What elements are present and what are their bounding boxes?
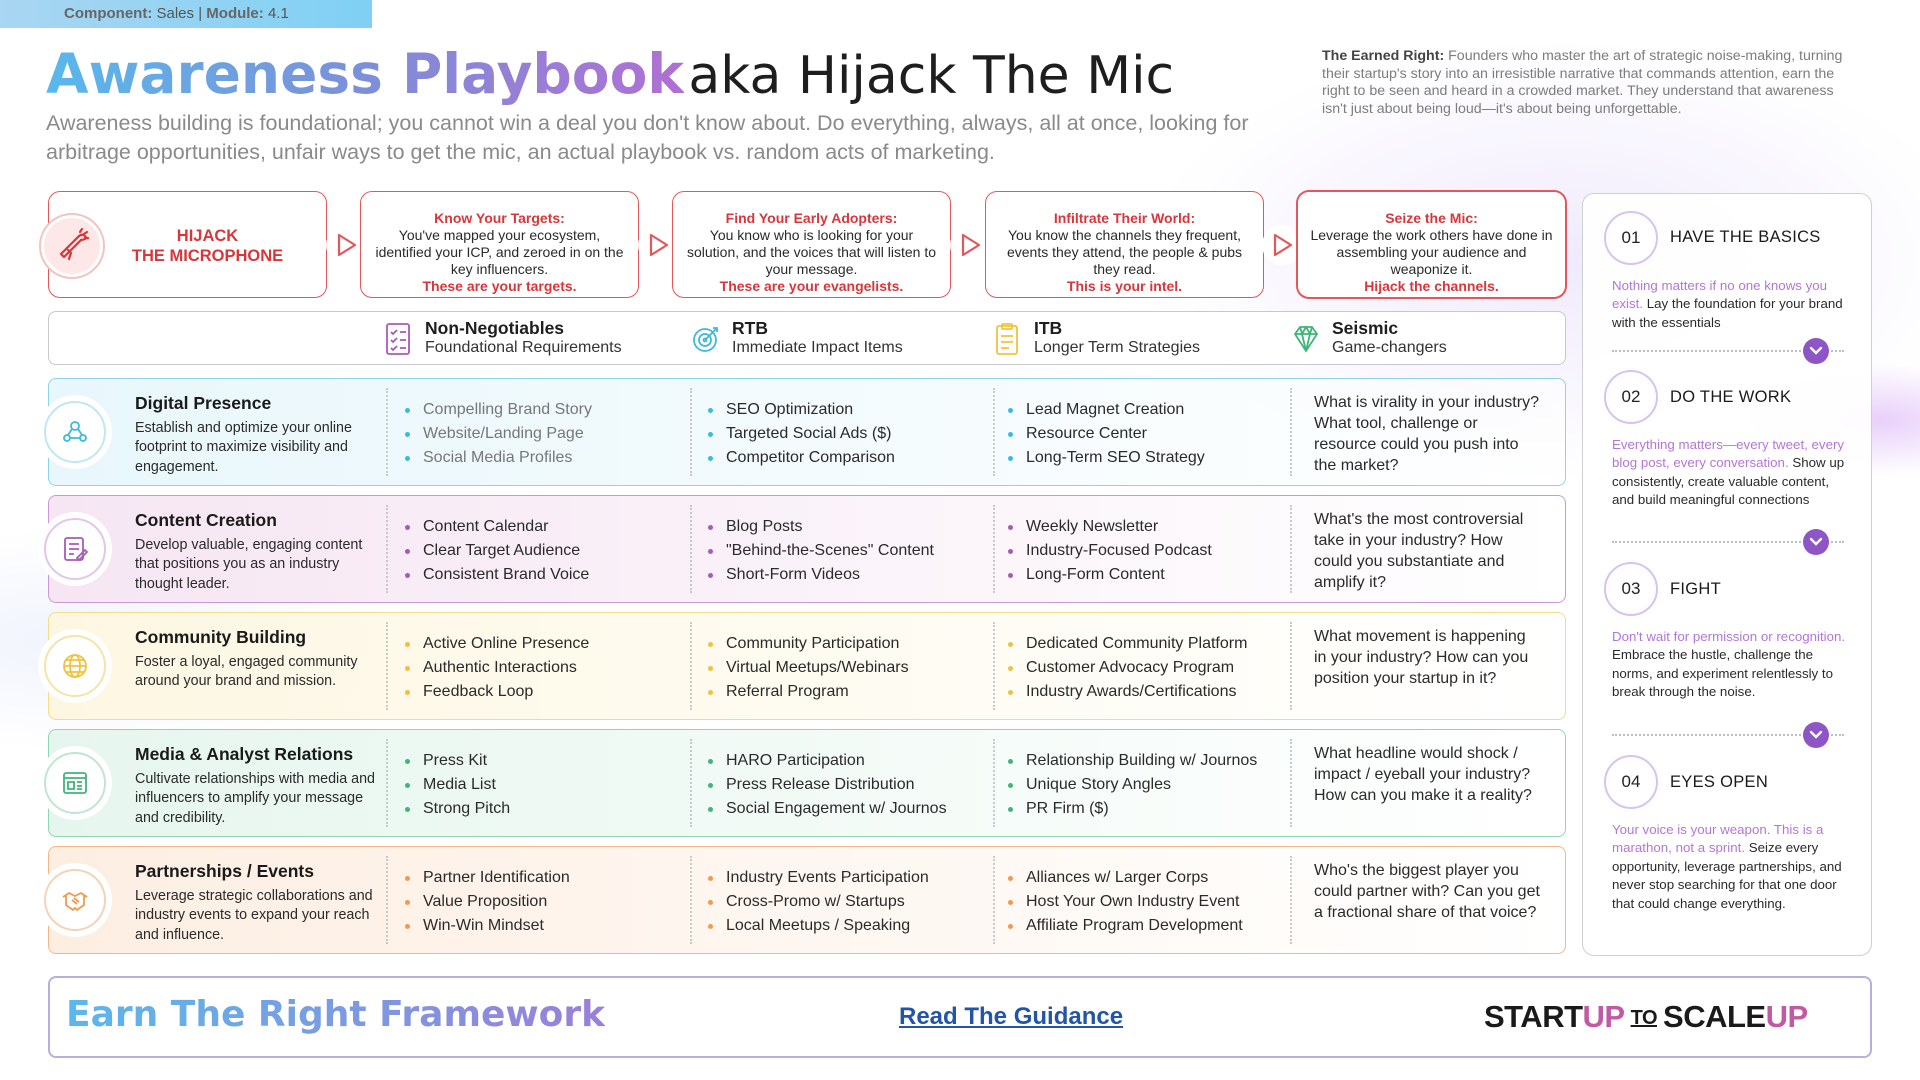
list-item: PR Firm ($)	[1008, 797, 1257, 821]
list-item: Authentic Interactions	[405, 656, 589, 680]
list-item: Competitor Comparison	[708, 446, 895, 470]
step-infiltrate: Infiltrate Their World: You know the channels they frequent, events they attend, the people & pubs they read. This is your intel.	[985, 191, 1264, 298]
list-item: Press Release Distribution	[708, 773, 947, 797]
component-tag: Component: Sales | Module: 4.1	[0, 0, 372, 28]
seismic-question: What's the most controversial take in your industry? How could you substantiate and amplify it?	[1314, 511, 1524, 591]
list-item: Value Proposition	[405, 890, 570, 914]
checklist-icon	[385, 322, 413, 356]
row-description: Foster a loyal, engaged community around your brand and mission.	[135, 654, 358, 690]
startup-to-scaleup-logo: STARTUP TO SCALEUP	[1484, 999, 1808, 1034]
list-item: Alliances w/ Larger Corps	[1008, 866, 1243, 890]
arrow-right-icon	[950, 225, 990, 265]
earned-right-note: The Earned Right: Founders who master the art of strategic noise-making, turning their startup's story into an irresistible narrative that commands attention, earn the right to be seen and heard in a crowded market. They understand that awareness isn't just about being loud—it's about being unforgettable.	[1322, 48, 1843, 117]
row-description: Cultivate relationships with media and influencers to amplify your message and credibility.	[135, 771, 375, 826]
step-know-targets: Know Your Targets: You've mapped your ecosystem, identified your ICP, and zeroed in on the key influencers. These are your targets.	[360, 191, 639, 298]
seismic-question: What is virality in your industry? What tool, challenge or resource could you push into the market?	[1314, 394, 1539, 474]
list-item: Press Kit	[405, 749, 510, 773]
list-item: Virtual Meetups/Webinars	[708, 656, 909, 680]
list-item: Dedicated Community Platform	[1008, 632, 1247, 656]
step-title: FIGHT	[1670, 580, 1721, 598]
list-item: Partner Identification	[405, 866, 570, 890]
list-item: Weekly Newsletter	[1008, 515, 1212, 539]
list-itb	[1008, 515, 1212, 587]
list-item: Compelling Brand Story	[405, 398, 592, 422]
edit-document-icon	[60, 534, 90, 564]
gem-icon	[1292, 322, 1320, 356]
row-icon-ring	[38, 512, 112, 586]
list-item: Social Media Profiles	[405, 446, 592, 470]
list-rtb	[708, 749, 947, 821]
clipboard-icon	[994, 322, 1022, 356]
list-item: Consistent Brand Voice	[405, 563, 589, 587]
step-title: HAVE THE BASICS	[1670, 228, 1821, 246]
column-non-negotiables: Non-Negotiables Foundational Requirements	[385, 318, 622, 358]
title-rest: aka Hijack The Mic	[688, 46, 1175, 106]
list-item: Targeted Social Ads ($)	[708, 422, 895, 446]
row-description: Establish and optimize your online footprint to maximize visibility and engagement.	[135, 420, 352, 475]
list-itb	[1008, 866, 1243, 938]
row-icon-ring	[38, 863, 112, 937]
list-rtb	[708, 398, 895, 470]
list-non-negotiables	[405, 632, 589, 704]
step-title: EYES OPEN	[1670, 773, 1769, 791]
row-description: Leverage strategic collaborations and industry events to expand your reach and influence.	[135, 888, 373, 943]
step-number: 04	[1604, 755, 1658, 809]
row-description: Develop valuable, engaging content that positions you as an industry thought leader.	[135, 537, 363, 592]
list-item: Industry Events Participation	[708, 866, 929, 890]
row-icon-ring	[38, 629, 112, 703]
list-item: Cross-Promo w/ Startups	[708, 890, 929, 914]
list-item: Referral Program	[708, 680, 909, 704]
list-rtb	[708, 632, 909, 704]
footer-title: Earn The Right Framework	[66, 994, 606, 1035]
seismic-question: What movement is happening in your industry? How can you position your startup in it?	[1314, 628, 1529, 687]
hijack-label: HIJACK THE MICROPHONE	[131, 227, 284, 265]
list-item: Feedback Loop	[405, 680, 589, 704]
step-text: Your voice is your weapon. This is a marathon, not a sprint. Seize every opportunity, leverage partnerships, and never stop searching for that one door that could change everything.	[1612, 822, 1842, 911]
arrow-right-icon	[1262, 225, 1302, 265]
list-item: Long-Form Content	[1008, 563, 1212, 587]
row-title: Media & Analyst Relations	[135, 744, 354, 764]
row-icon-ring	[38, 395, 112, 469]
newspaper-icon	[60, 768, 90, 798]
list-item: Lead Magnet Creation	[1008, 398, 1205, 422]
row-title: Community Building	[135, 627, 307, 647]
list-item: Local Meetups / Speaking	[708, 914, 929, 938]
column-itb: ITB Longer Term Strategies	[994, 318, 1200, 358]
column-rtb: RTB Immediate Impact Items	[692, 318, 903, 358]
list-non-negotiables	[405, 398, 592, 470]
step-text: Everything matters—every tweet, every blog post, every conversation. Show up consistently, create valuable content, and build meaningful connections	[1612, 437, 1845, 508]
step-number: 02	[1604, 370, 1658, 424]
column-seismic: Seismic Game-changers	[1292, 318, 1447, 358]
list-non-negotiables	[405, 749, 510, 821]
list-item: Resource Center	[1008, 422, 1205, 446]
handshake-icon	[60, 885, 90, 915]
list-item: Active Online Presence	[405, 632, 589, 656]
row-title: Digital Presence	[135, 393, 272, 413]
chevron-down-icon	[1803, 722, 1829, 748]
list-item: Customer Advocacy Program	[1008, 656, 1247, 680]
list-item: Clear Target Audience	[405, 539, 589, 563]
list-item: Website/Landing Page	[405, 422, 592, 446]
list-itb	[1008, 749, 1257, 821]
list-itb	[1008, 632, 1247, 704]
page-title	[46, 42, 1174, 106]
list-item: Win-Win Mindset	[405, 914, 570, 938]
list-item: Host Your Own Industry Event	[1008, 890, 1243, 914]
list-item: Community Participation	[708, 632, 909, 656]
step-title: DO THE WORK	[1670, 388, 1792, 406]
step-early-adopters: Find Your Early Adopters: You know who is looking for your solution, and the voices that will listen to your message. These are your evangelists.	[672, 191, 951, 298]
list-non-negotiables	[405, 866, 570, 938]
step-text: Nothing matters if no one knows you exist. Lay the foundation for your brand with the essentials	[1612, 278, 1843, 330]
list-item: Short-Form Videos	[708, 563, 934, 587]
row-icon-ring	[38, 746, 112, 820]
list-non-negotiables	[405, 515, 589, 587]
list-item: Industry-Focused Podcast	[1008, 539, 1212, 563]
target-icon	[692, 322, 720, 356]
row-title: Content Creation	[135, 510, 277, 530]
list-item: Long-Term SEO Strategy	[1008, 446, 1205, 470]
list-item: Content Calendar	[405, 515, 589, 539]
list-item: SEO Optimization	[708, 398, 895, 422]
list-item: Industry Awards/Certifications	[1008, 680, 1247, 704]
list-itb	[1008, 398, 1205, 470]
page-subtitle: Awareness building is foundational; you cannot win a deal you don't know about. Do everything, always, all at once, looking for arbitrage opportunities, unfair ways to get the mic, an actual playbook vs. random acts of marketing.	[46, 111, 1249, 164]
chevron-down-icon	[1803, 338, 1829, 364]
chevron-down-icon	[1803, 529, 1829, 555]
row-title: Partnerships / Events	[135, 861, 314, 881]
network-icon	[60, 417, 90, 447]
step-number: 01	[1604, 211, 1658, 265]
list-item: Unique Story Angles	[1008, 773, 1257, 797]
list-item: Affiliate Program Development	[1008, 914, 1243, 938]
list-item: "Behind-the-Scenes" Content	[708, 539, 934, 563]
list-item: Relationship Building w/ Journos	[1008, 749, 1257, 773]
list-rtb	[708, 515, 934, 587]
list-item: Social Engagement w/ Journos	[708, 797, 947, 821]
list-item: HARO Participation	[708, 749, 947, 773]
seismic-question: Who's the biggest player you could partner with? Can you get a fractional share of that voice?	[1314, 862, 1540, 921]
step-text: Don't wait for permission or recognition. Embrace the hustle, challenge the norms, and experiment relentlessly to break through the noise.	[1612, 629, 1846, 700]
megaphone-icon	[41, 215, 103, 277]
list-item: Blog Posts	[708, 515, 934, 539]
title-main: Awareness Playbook	[46, 42, 684, 106]
list-item: Media List	[405, 773, 510, 797]
globe-icon	[60, 651, 90, 681]
list-rtb	[708, 866, 929, 938]
step-seize-mic: Seize the Mic: Leverage the work others have done in assembling your audience and weaponize it. Hijack the channels.	[1297, 191, 1566, 298]
seismic-question: What headline would shock / impact / eyeball your industry? How can you make it a reality?	[1314, 745, 1532, 804]
read-guidance-link[interactable]: Read The Guidance	[899, 1003, 1124, 1030]
list-item: Strong Pitch	[405, 797, 510, 821]
step-number: 03	[1604, 562, 1658, 616]
